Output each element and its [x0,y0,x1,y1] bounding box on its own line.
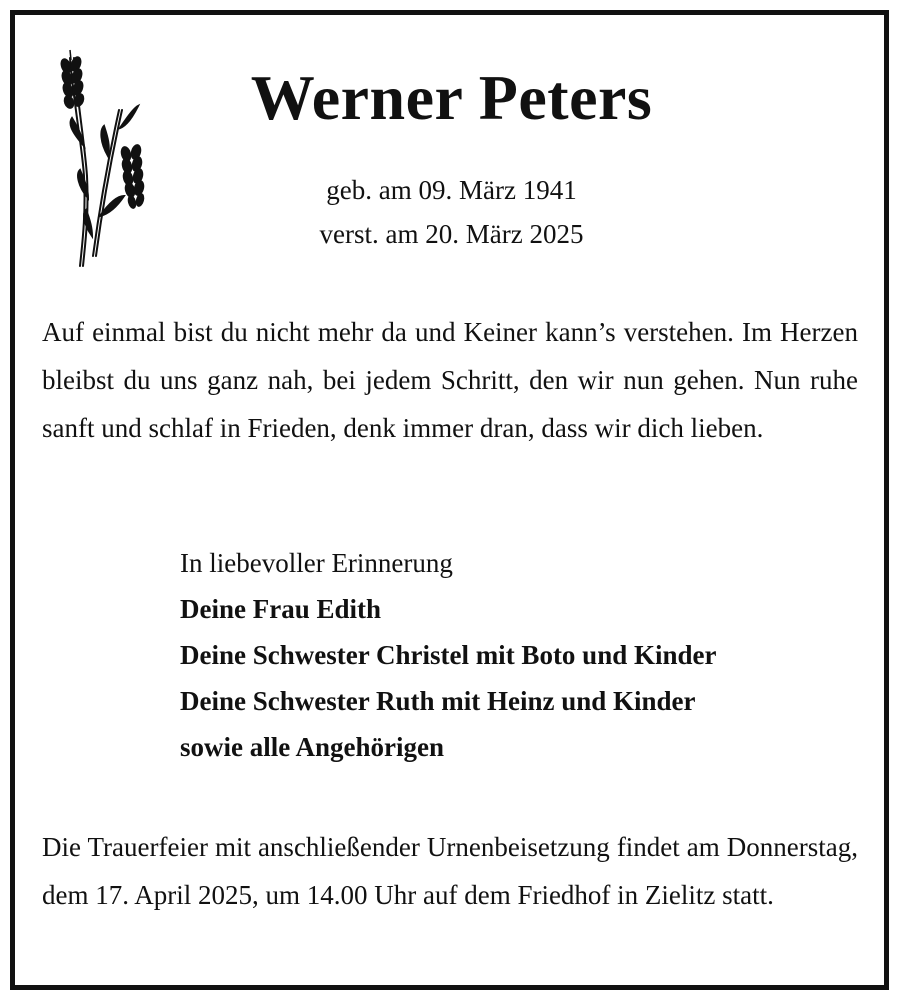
funeral-details: Die Trauerfeier mit anschließender Urnenbeisetzung findet am Donnerstag, dem 17. April 2025, um 14.00 Uhr auf dem Friedhof in Zielitz statt. [42,832,858,910]
mourner-line: Deine Frau Edith [180,594,382,624]
mourner-line: Deine Schwester Ruth mit Heinz und Kinder [180,686,696,716]
memorial-poem: Auf einmal bist du nicht mehr da und Keiner kann’s verstehen. Im Herzen bleibst du uns ganz nah, bei jedem Schritt, den wir nun gehen. Nun ruhe sanft und schlaf in Frieden, denk immer dran, dass wir dich lieben. [42,317,858,443]
mourner-line: Deine Schwester Christel mit Boto und Kinder [180,640,717,670]
remembrance-intro: In liebevoller Erinnerung [180,548,453,578]
mourners-list [180,540,860,770]
deceased-name: Werner Peters [250,62,653,133]
birth-date: geb. am 09. März 1941 [326,175,577,205]
death-date: verst. am 20. März 2025 [319,219,584,249]
life-dates [0,168,899,256]
mourner-line: sowie alle Angehörigen [180,732,444,762]
